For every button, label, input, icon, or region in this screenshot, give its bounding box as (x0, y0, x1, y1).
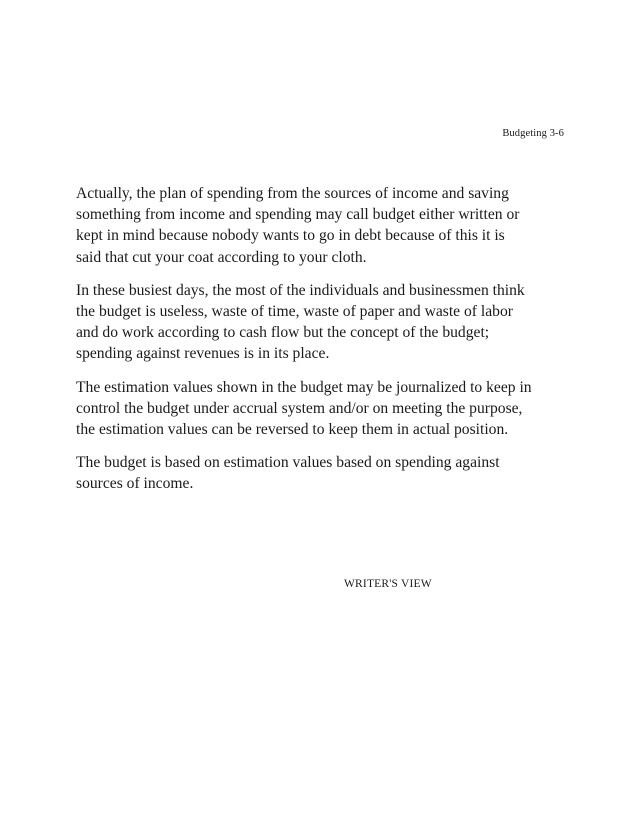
document-body (76, 183, 570, 507)
page-header: Budgeting 3-6 (502, 128, 564, 139)
paragraph-3: The estimation values shown in the budget may be journalized to keep in control the budget under accrual system and/or on meeting the purpose, the estimation values can be reversed to keep them in actual position. (76, 378, 532, 439)
paragraph-1: Actually, the plan of spending from the sources of income and saving something from income and spending may call budget either written or kept in mind because nobody wants to go in debt because of this it is said that cut your coat according to your cloth. (76, 185, 520, 266)
paragraph-4: The budget is based on estimation values based on spending against sources of income. (76, 454, 500, 493)
writer-signature: WRITER'S VIEW (344, 578, 432, 590)
paragraph-2: In these busiest days, the most of the individuals and businessmen think the budget is useless, waste of time, waste of paper and waste of labor and do work according to cash flow but the concept of the budget; spending against revenues is in its place. (76, 281, 525, 363)
